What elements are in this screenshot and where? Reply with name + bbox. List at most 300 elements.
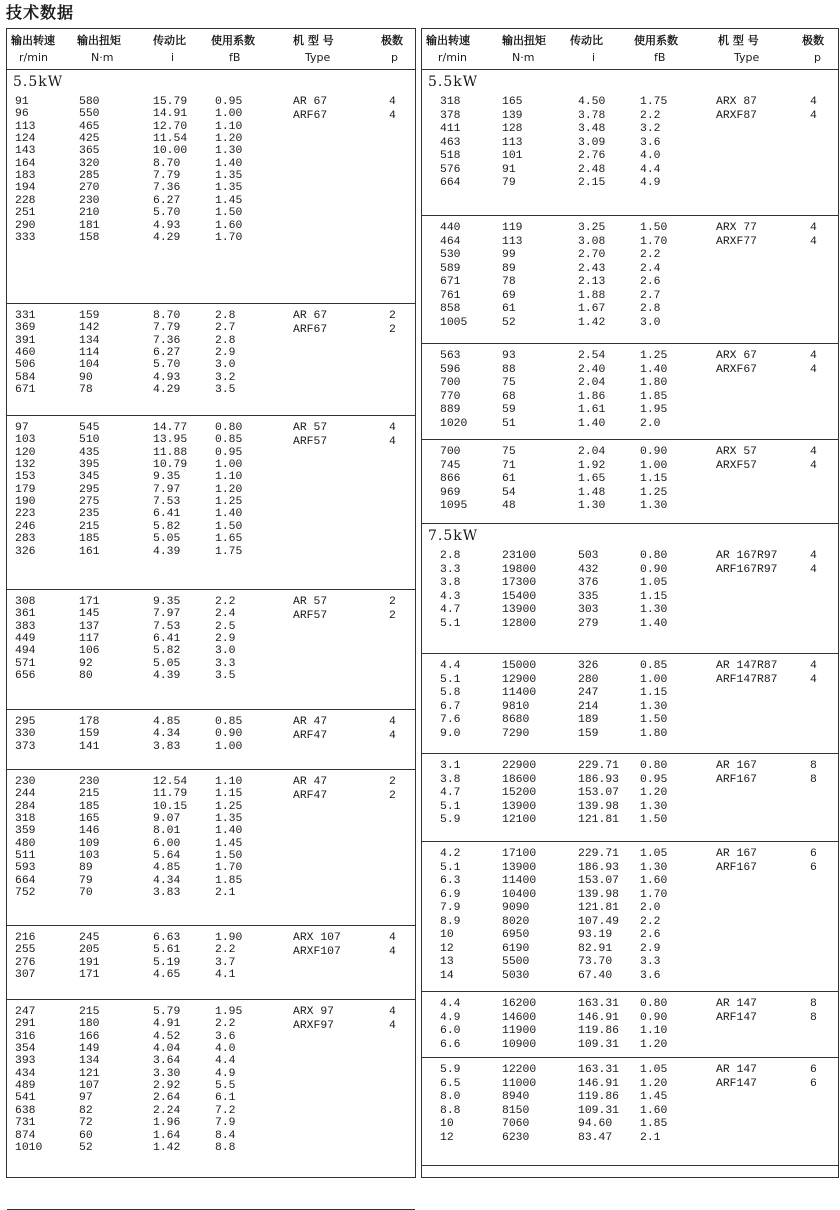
factor-cell: 2.0 — [640, 417, 661, 430]
left-data-table — [6, 28, 416, 1178]
header-speed: 输出转速 — [426, 34, 470, 47]
speed-cell: 6.0 — [440, 1025, 461, 1037]
torque-cell: 71 — [502, 459, 516, 472]
torque-cell: 9090 — [502, 902, 530, 914]
ratio-cell: 2.43 — [578, 262, 606, 275]
speed-cell: 6.3 — [440, 875, 461, 887]
torque-cell: 161 — [79, 545, 100, 558]
factor-cell: 1.10 — [215, 471, 243, 484]
torque-cell: 158 — [79, 231, 100, 244]
table-row — [7, 788, 415, 800]
torque-cell: 159 — [79, 728, 100, 741]
table-row — [7, 813, 415, 825]
table-row — [7, 434, 415, 446]
factor-cell: 2.2 — [215, 944, 236, 957]
factor-cell: 2.9 — [640, 942, 661, 955]
speed-cell: 183 — [15, 170, 36, 183]
ratio-cell: 3.83 — [153, 740, 181, 753]
factor-cell: 2.8 — [215, 310, 236, 322]
header-torque-unit: N·m — [512, 51, 535, 64]
speed-cell: 383 — [15, 620, 36, 633]
ratio-cell: 93.19 — [578, 929, 613, 941]
speed-cell: 489 — [15, 1080, 36, 1093]
factor-cell: 3.6 — [640, 969, 661, 982]
factor-cell: 1.90 — [215, 932, 243, 944]
table-row — [422, 1091, 838, 1103]
factor-cell: 1.30 — [640, 861, 668, 874]
ratio-cell: 6.27 — [153, 194, 181, 207]
speed-cell: 120 — [15, 446, 36, 459]
header-poles-unit: p — [814, 51, 821, 64]
ratio-cell: 186.93 — [578, 773, 620, 786]
speed-cell: 3.8 — [440, 577, 461, 589]
torque-cell: 178 — [79, 716, 100, 728]
torque-cell: 75 — [502, 446, 516, 458]
torque-cell: 91 — [502, 163, 516, 176]
pole-count: 8 — [810, 773, 817, 786]
torque-cell: 10400 — [502, 888, 537, 901]
speed-cell: 889 — [440, 404, 461, 416]
speed-cell: 373 — [15, 740, 36, 753]
speed-cell: 246 — [15, 520, 36, 533]
pole-count: 4 — [810, 109, 817, 122]
torque-cell: 12100 — [502, 814, 537, 826]
model-type: ARXF57 — [716, 459, 758, 472]
data-group — [7, 1000, 415, 1210]
torque-cell: 89 — [79, 862, 93, 875]
torque-cell: 134 — [79, 1055, 100, 1068]
ratio-cell: 9.35 — [153, 596, 181, 608]
factor-cell: 1.05 — [640, 1064, 668, 1076]
pole-count: 2 — [389, 596, 396, 608]
speed-cell: 4.7 — [440, 787, 461, 799]
speed-cell: 3.8 — [440, 773, 461, 786]
torque-cell: 104 — [79, 359, 100, 372]
ratio-cell: 11.88 — [153, 446, 188, 459]
torque-cell: 101 — [502, 150, 523, 162]
ratio-cell: 5.64 — [153, 850, 181, 863]
factor-cell: 1.10 — [640, 1025, 668, 1037]
table-row — [7, 422, 415, 434]
speed-cell: 589 — [440, 262, 461, 275]
speed-cell: 96 — [15, 108, 29, 121]
speed-cell: 307 — [15, 969, 36, 982]
speed-cell: 179 — [15, 483, 36, 496]
speed-cell: 113 — [15, 120, 36, 133]
speed-cell: 969 — [440, 486, 461, 499]
ratio-cell: 3.64 — [153, 1055, 181, 1068]
ratio-cell: 163.31 — [578, 1064, 620, 1076]
table-row — [422, 714, 838, 726]
factor-cell: 3.3 — [215, 657, 236, 670]
ratio-cell: 159 — [578, 727, 599, 740]
table-row — [422, 701, 838, 713]
factor-cell: 0.90 — [215, 728, 243, 741]
table-row — [422, 848, 838, 860]
speed-cell: 5.9 — [440, 814, 461, 826]
factor-cell: 0.80 — [640, 550, 668, 562]
torque-cell: 52 — [502, 316, 516, 329]
torque-cell: 52 — [79, 1141, 93, 1154]
ratio-cell: 5.61 — [153, 944, 181, 957]
torque-cell: 78 — [79, 384, 93, 397]
speed-cell: 731 — [15, 1117, 36, 1130]
torque-cell: 11000 — [502, 1077, 537, 1090]
table-row — [7, 741, 415, 753]
speed-cell: 6.6 — [440, 1038, 461, 1051]
torque-cell: 13900 — [502, 604, 537, 616]
speed-cell: 700 — [440, 446, 461, 458]
speed-cell: 434 — [15, 1067, 36, 1080]
speed-cell: 571 — [15, 657, 36, 670]
pole-count: 8 — [810, 998, 817, 1010]
speed-cell: 190 — [15, 496, 36, 509]
model-type: ARXF77 — [716, 235, 758, 248]
factor-cell: 2.2 — [215, 596, 236, 608]
factor-cell: 8.4 — [215, 1129, 236, 1142]
table-row — [7, 484, 415, 496]
table-row — [422, 577, 838, 589]
factor-cell: 8.8 — [215, 1141, 236, 1154]
table-row — [7, 1068, 415, 1080]
torque-cell: 51 — [502, 417, 516, 430]
pole-count: 2 — [389, 776, 396, 788]
ratio-cell: 1.65 — [578, 473, 606, 485]
ratio-cell: 10.79 — [153, 459, 188, 472]
torque-cell: 59 — [502, 404, 516, 416]
table-row — [422, 1078, 838, 1090]
ratio-cell: 67.40 — [578, 969, 613, 982]
torque-cell: 48 — [502, 500, 516, 512]
ratio-cell: 107.49 — [578, 915, 620, 928]
model-type: ARF47 — [293, 789, 328, 802]
factor-cell: 3.5 — [215, 384, 236, 397]
factor-cell: 2.8 — [640, 303, 661, 315]
speed-cell: 124 — [15, 133, 36, 146]
torque-cell: 230 — [79, 194, 100, 207]
table-row — [422, 96, 838, 108]
speed-cell: 5.1 — [440, 617, 461, 630]
torque-cell: 141 — [79, 740, 100, 753]
speed-cell: 331 — [15, 310, 36, 322]
table-row — [7, 546, 415, 558]
ratio-cell: 2.04 — [578, 446, 606, 458]
factor-cell: 2.7 — [215, 322, 236, 335]
model-type: ARX 97 — [293, 1006, 335, 1018]
model-type: AR 167 — [716, 760, 758, 772]
speed-cell: 858 — [440, 303, 461, 315]
ratio-cell: 6.63 — [153, 932, 181, 944]
table-row — [7, 776, 415, 788]
table-row — [422, 1105, 838, 1117]
speed-cell: 770 — [440, 390, 461, 403]
factor-cell: 1.30 — [640, 800, 668, 813]
table-row — [422, 276, 838, 288]
table-row — [7, 170, 415, 182]
factor-cell: 4.0 — [640, 150, 661, 162]
torque-cell: 113 — [502, 235, 523, 248]
pole-count: 2 — [389, 789, 396, 802]
factor-cell: 2.2 — [640, 249, 661, 261]
ratio-cell: 1.40 — [578, 417, 606, 430]
factor-cell: 1.60 — [640, 875, 668, 887]
table-row — [7, 658, 415, 670]
pole-count: 4 — [389, 1006, 396, 1018]
ratio-cell: 8.70 — [153, 157, 181, 170]
model-type: AR 147R87 — [716, 660, 778, 672]
ratio-cell: 153.07 — [578, 787, 620, 799]
factor-cell: 1.70 — [215, 862, 243, 875]
speed-cell: 7.6 — [440, 714, 461, 726]
pole-count: 4 — [389, 729, 396, 742]
factor-cell: 0.80 — [640, 760, 668, 772]
model-type: AR 147 — [716, 1064, 758, 1076]
data-group — [422, 524, 838, 654]
factor-cell: 0.80 — [215, 422, 243, 434]
ratio-cell: 3.48 — [578, 123, 606, 135]
pole-count: 2 — [389, 323, 396, 336]
speed-cell: 276 — [15, 956, 36, 969]
ratio-cell: 6.41 — [153, 508, 181, 521]
table-row — [7, 207, 415, 219]
pole-count: 4 — [389, 435, 396, 448]
table-header — [7, 29, 415, 70]
table-row — [7, 728, 415, 740]
ratio-cell: 94.60 — [578, 1118, 613, 1130]
factor-cell: 1.40 — [215, 157, 243, 170]
factor-cell: 1.20 — [640, 1077, 668, 1090]
pole-count: 6 — [810, 1077, 817, 1090]
torque-cell: 23100 — [502, 550, 537, 562]
torque-cell: 320 — [79, 157, 100, 170]
ratio-cell: 14.77 — [153, 422, 188, 434]
torque-cell: 121 — [79, 1067, 100, 1080]
ratio-cell: 5.82 — [153, 645, 181, 658]
table-row — [7, 145, 415, 157]
table-header — [422, 29, 838, 70]
torque-cell: 103 — [79, 850, 100, 863]
pole-count: 4 — [810, 235, 817, 248]
speed-cell: 596 — [440, 363, 461, 376]
model-type: ARXF97 — [293, 1019, 335, 1032]
data-group — [7, 770, 415, 926]
speed-cell: 97 — [15, 422, 29, 434]
header-factor: 使用系数 — [634, 34, 678, 47]
ratio-cell: 7.97 — [153, 483, 181, 496]
ratio-cell: 4.39 — [153, 670, 181, 683]
model-type: ARX 107 — [293, 932, 341, 944]
model-type: ARX 67 — [716, 350, 758, 362]
table-row — [7, 310, 415, 322]
speed-cell: 13 — [440, 956, 454, 968]
torque-cell: 88 — [502, 363, 516, 376]
pole-count: 4 — [810, 222, 817, 234]
speed-cell: 247 — [15, 1006, 36, 1018]
data-group — [7, 70, 415, 304]
table-row — [422, 1025, 838, 1037]
data-group — [422, 754, 838, 842]
torque-cell: 106 — [79, 645, 100, 658]
ratio-cell: 4.93 — [153, 219, 181, 232]
pole-count: 4 — [389, 109, 396, 122]
torque-cell: 119 — [502, 222, 523, 234]
table-row — [422, 350, 838, 362]
factor-cell: 1.50 — [215, 207, 243, 220]
table-row — [7, 801, 415, 813]
ratio-cell: 3.78 — [578, 109, 606, 122]
factor-cell: 3.6 — [215, 1030, 236, 1043]
speed-cell: 593 — [15, 862, 36, 875]
ratio-cell: 229.71 — [578, 848, 620, 860]
table-row — [7, 232, 415, 244]
ratio-cell: 280 — [578, 673, 599, 686]
model-type: AR 167R97 — [716, 550, 778, 562]
ratio-cell: 1.61 — [578, 404, 606, 416]
torque-cell: 8680 — [502, 714, 530, 726]
table-row — [422, 1132, 838, 1144]
table-row — [7, 944, 415, 956]
torque-cell: 345 — [79, 471, 100, 484]
factor-cell: 1.30 — [640, 700, 668, 713]
table-row — [422, 687, 838, 699]
ratio-cell: 146.91 — [578, 1011, 620, 1024]
table-row — [422, 956, 838, 968]
torque-cell: 99 — [502, 249, 516, 261]
speed-cell: 393 — [15, 1055, 36, 1068]
torque-cell: 114 — [79, 347, 100, 360]
header-model-unit: Type — [305, 51, 331, 64]
model-type: AR 57 — [293, 596, 328, 608]
factor-cell: 1.40 — [215, 508, 243, 521]
speed-cell: 326 — [15, 545, 36, 558]
factor-cell: 1.50 — [215, 850, 243, 863]
speed-cell: 4.9 — [440, 1011, 461, 1024]
factor-cell: 1.45 — [215, 837, 243, 850]
header-ratio-unit: i — [592, 51, 596, 64]
speed-cell: 361 — [15, 608, 36, 621]
torque-cell: 275 — [79, 496, 100, 509]
factor-cell: 3.0 — [215, 645, 236, 658]
data-group — [7, 304, 415, 416]
speed-cell: 671 — [15, 384, 36, 397]
ratio-cell: 7.53 — [153, 496, 181, 509]
factor-cell: 0.95 — [215, 96, 243, 108]
speed-cell: 12 — [440, 942, 454, 955]
ratio-cell: 1.86 — [578, 390, 606, 403]
speed-cell: 530 — [440, 249, 461, 261]
header-speed: 输出转速 — [11, 34, 55, 47]
table-row — [7, 1117, 415, 1129]
speed-cell: 2.8 — [440, 550, 461, 562]
table-row — [7, 633, 415, 645]
speed-cell: 369 — [15, 322, 36, 335]
factor-cell: 0.80 — [640, 998, 668, 1010]
header-torque-unit: N·m — [91, 51, 114, 64]
torque-cell: 230 — [79, 776, 100, 788]
table-row — [422, 929, 838, 941]
pole-count: 6 — [810, 1064, 817, 1076]
ratio-cell: 1.88 — [578, 289, 606, 302]
table-row — [7, 1043, 415, 1055]
pole-count: 4 — [810, 563, 817, 576]
torque-cell: 15400 — [502, 590, 537, 603]
torque-cell: 17300 — [502, 577, 537, 589]
table-row — [422, 814, 838, 826]
pole-count: 4 — [389, 932, 396, 944]
factor-cell: 4.4 — [215, 1055, 236, 1068]
speed-cell: 671 — [440, 276, 461, 288]
table-row — [7, 1080, 415, 1092]
ratio-cell: 4.34 — [153, 874, 181, 887]
table-row — [7, 887, 415, 899]
table-row — [422, 1039, 838, 1051]
speed-cell: 153 — [15, 471, 36, 484]
speed-cell: 1020 — [440, 417, 468, 430]
speed-cell: 194 — [15, 182, 36, 195]
model-type: ARF147 — [716, 1011, 758, 1024]
factor-cell: 3.3 — [640, 956, 661, 968]
speed-cell: 290 — [15, 219, 36, 232]
power-rating: 5.5kW — [428, 74, 479, 90]
speed-cell: 318 — [440, 96, 461, 108]
factor-cell: 5.5 — [215, 1080, 236, 1093]
model-type: ARX 77 — [716, 222, 758, 234]
model-type: AR 47 — [293, 716, 328, 728]
table-row — [422, 249, 838, 261]
model-type: ARF147 — [716, 1077, 758, 1090]
factor-cell: 2.2 — [640, 109, 661, 122]
model-type: ARF67 — [293, 109, 328, 122]
torque-cell: 11400 — [502, 687, 537, 699]
torque-cell: 22900 — [502, 760, 537, 772]
table-row — [422, 604, 838, 616]
torque-cell: 107 — [79, 1080, 100, 1093]
speed-cell: 411 — [440, 123, 461, 135]
speed-cell: 5.1 — [440, 800, 461, 813]
ratio-cell: 121.81 — [578, 902, 620, 914]
factor-cell: 1.00 — [640, 459, 668, 472]
ratio-cell: 9.07 — [153, 813, 181, 826]
model-type: AR 167 — [716, 848, 758, 860]
ratio-cell: 3.08 — [578, 235, 606, 248]
ratio-cell: 432 — [578, 563, 599, 576]
table-row — [422, 591, 838, 603]
torque-cell: 6230 — [502, 1131, 530, 1144]
table-row — [422, 916, 838, 928]
table-row — [422, 418, 838, 430]
factor-cell: 3.2 — [640, 123, 661, 135]
factor-cell: 1.15 — [640, 473, 668, 485]
torque-cell: 61 — [502, 303, 516, 315]
factor-cell: 7.9 — [215, 1117, 236, 1130]
speed-cell: 251 — [15, 207, 36, 220]
table-row — [422, 150, 838, 162]
model-type: ARF167R97 — [716, 563, 778, 576]
torque-cell: 365 — [79, 145, 100, 158]
ratio-cell: 119.86 — [578, 1025, 620, 1037]
torque-cell: 180 — [79, 1018, 100, 1031]
table-row — [422, 889, 838, 901]
factor-cell: 1.20 — [215, 483, 243, 496]
torque-cell: 13900 — [502, 861, 537, 874]
torque-cell: 134 — [79, 334, 100, 347]
speed-cell: 359 — [15, 825, 36, 838]
table-row — [7, 596, 415, 608]
speed-cell: 638 — [15, 1104, 36, 1117]
speed-cell: 1005 — [440, 316, 468, 329]
factor-cell: 1.20 — [640, 1038, 668, 1051]
model-type: AR 67 — [293, 310, 328, 322]
